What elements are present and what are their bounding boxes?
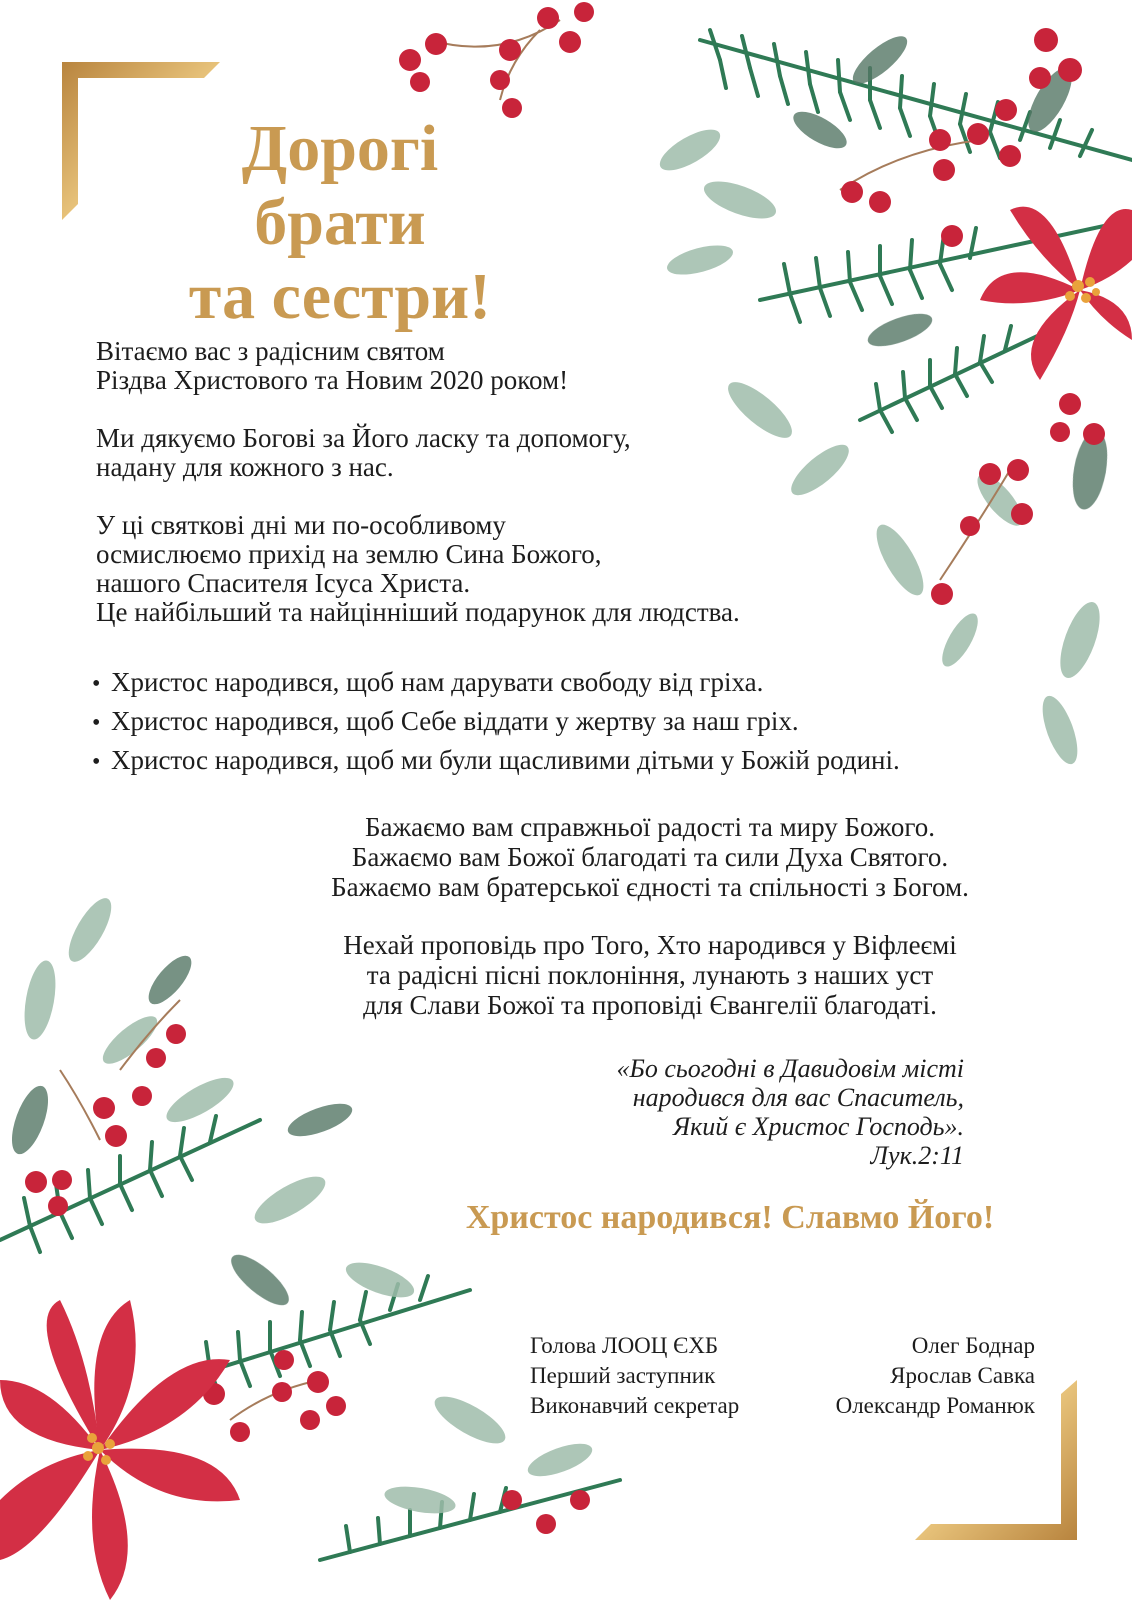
quote-line: «Бо сьогодні в Давидовім місті (616, 1054, 964, 1083)
christmas-greeting: Христос народився! Славмо Його! (465, 1199, 995, 1236)
quote-line: Який є Христос Господь». (673, 1112, 964, 1141)
signature-title: Виконавчий секретар (530, 1393, 740, 1418)
text-line: нашого Спасителя Ісуса Христа. (96, 568, 471, 598)
poinsettia-icon (0, 1300, 240, 1600)
wishes-paragraph (270, 930, 1030, 1020)
signature-name: Ярослав Савка (890, 1363, 1035, 1388)
list-item (92, 664, 1032, 703)
text-line: Це найбільший та найцінніший подарунок для людства. (96, 597, 740, 627)
wishes-paragraph (270, 812, 1030, 902)
intro-paragraph (96, 511, 856, 627)
signature-name: Олег Боднар (911, 1333, 1035, 1358)
signature-title: Голова ЛООЦ ЄХБ (530, 1333, 719, 1358)
signature-titles (530, 1331, 739, 1421)
intro-paragraph (96, 424, 856, 482)
text-line: надану для кожного з нас. (96, 452, 394, 482)
bullet-icon: • (92, 671, 101, 697)
heading (150, 112, 530, 334)
list-item (92, 742, 1032, 781)
list-item-text: Христос народився, щоб нам дарувати свободу від гріха. (111, 667, 764, 697)
heading-line: та сестри! (188, 260, 492, 333)
text-line: Ми дякуємо Богові за Його ласку та допомогу, (96, 423, 631, 453)
heading-line: Дорогі (241, 112, 439, 185)
bullet-list (92, 664, 1032, 781)
bullet-icon: • (92, 749, 101, 775)
text-line: та радісні пісні поклоніння, лунають з наших уст (366, 960, 934, 990)
text-line: Бажаємо вам Божої благодаті та сили Духа Святого. (351, 842, 949, 872)
text-line: для Слави Божої та проповіді Євангелії благодаті. (363, 990, 937, 1020)
list-item (92, 703, 1032, 742)
intro-text (96, 337, 856, 656)
text-line: У ці святкові дні ми по-особливому (96, 510, 506, 540)
bullet-icon: • (92, 710, 101, 736)
signature-names (836, 1331, 1035, 1421)
scripture-quote (500, 1054, 964, 1170)
text-line: Бажаємо вам братерської єдності та спільності з Богом. (331, 872, 969, 902)
quote-reference: Лук.2:11 (870, 1141, 964, 1170)
heading-line: брати (254, 186, 426, 259)
quote-line: народився для вас Спаситель, (632, 1083, 964, 1112)
text-line: Вітаємо вас з радісним святом (96, 336, 445, 366)
text-line: Нехай проповідь про Того, Хто народився у Віфлеємі (343, 930, 957, 960)
list-item-text: Христос народився, щоб Себе віддати у жертву за наш гріх. (111, 706, 799, 736)
signature-title: Перший заступник (530, 1363, 716, 1388)
wishes-text (270, 812, 1030, 1048)
list-item-text: Христос народився, щоб ми були щасливими дітьми у Божій родині. (111, 745, 900, 775)
signature-name: Олександр Романюк (835, 1393, 1035, 1418)
text-line: осмислюємо прихід на землю Сина Божого, (96, 539, 602, 569)
text-line: Різдва Христового та Новим 2020 роком! (96, 365, 569, 395)
intro-paragraph (96, 337, 856, 395)
text-line: Бажаємо вам справжньої радості та миру Божого. (364, 812, 935, 842)
